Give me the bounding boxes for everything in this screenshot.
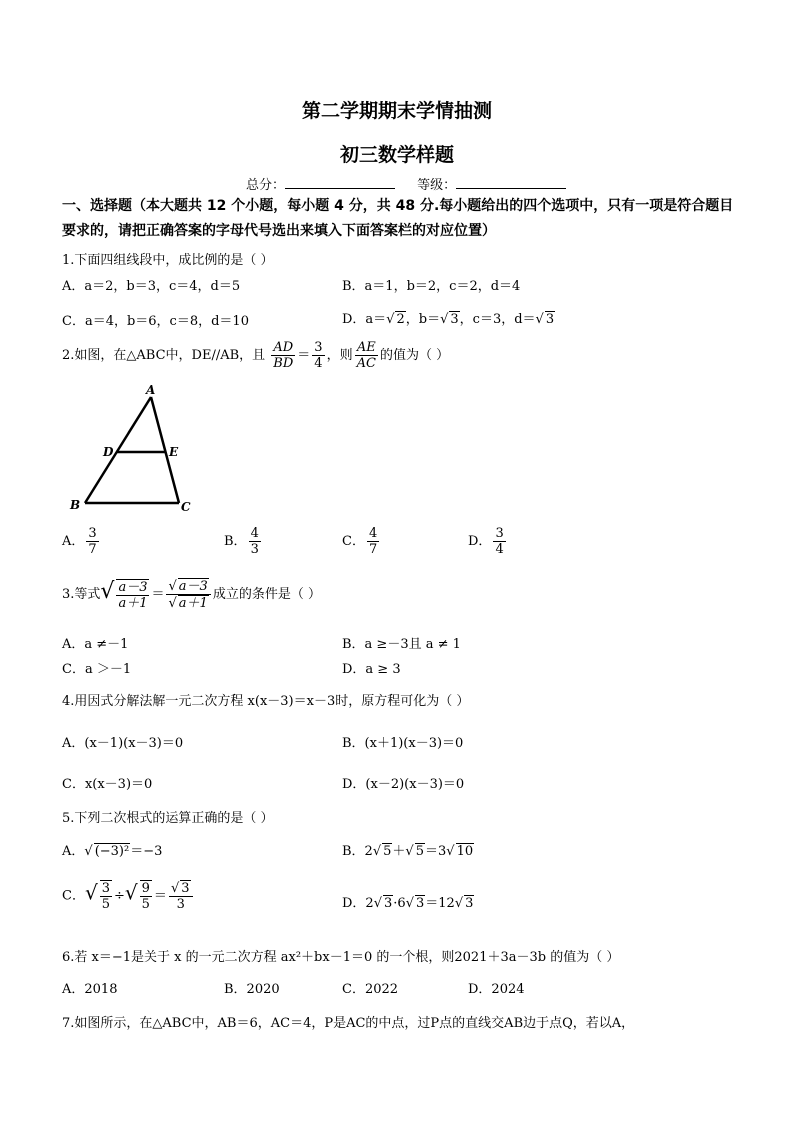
q3-stem-b: 成立的条件是（ ） bbox=[212, 587, 321, 602]
q3-option-a: A．a ≠－1 bbox=[62, 637, 129, 652]
q2-fraction-3-4: $\frac{3}{4}$ bbox=[314, 340, 323, 371]
question-3-stem: 3.等式√ $\frac{a-3}{a+1}$ ＝ $\frac{√ a-3}{√ a+1}$ 成立的条件是（ ） bbox=[62, 579, 321, 611]
vertex-label-e: E bbox=[169, 445, 179, 459]
q3-option-c: C．a ＞－1 bbox=[62, 662, 132, 677]
q1-option-c: C．a＝4，b＝6，c＝8，d＝10 bbox=[62, 314, 249, 329]
q3-stem-a: 3.等式 bbox=[62, 587, 101, 602]
total-score-label: 总分： bbox=[246, 178, 286, 193]
section-heading: 一、选择题（本大题共 12 个小题，每小题 4 分，共 48 分.每小题给出的四个选项中，只有一项是符合题目要求的，请把正确答案的字母代号选出来填入下面答案栏的对应位置） bbox=[62, 198, 734, 239]
q1-option-d: D．a＝√ 2，b＝√ 3，c＝3，d＝√ 3 bbox=[342, 312, 555, 327]
question-5-stem: 5.下列二次根式的运算正确的是（ ） bbox=[62, 811, 274, 826]
exam-title: 第二学期期末学情抽测 bbox=[301, 100, 492, 122]
question-2-stem: 2.如图，在△ABC中，DE//AB，且 $\frac{AD}{BD}$ ＝ $\frac{3}{4}$ ，则 $\frac{AE}{AC}$ 的值为（ ） bbox=[62, 340, 450, 371]
q5-option-b: B．2√ 5＋√ 5＝3√ 10 bbox=[342, 844, 474, 859]
q4-option-d: D．(x－2)(x－3)＝0 bbox=[342, 777, 465, 792]
q6-option-c: C．2022 bbox=[342, 982, 399, 997]
exam-subtitle: 初三数学样题 bbox=[339, 144, 454, 166]
vertex-label-a: A bbox=[146, 383, 156, 397]
q1-d-text: D．a＝ bbox=[342, 312, 387, 327]
q3-option-b: B．a ≥－3且 a ≠ 1 bbox=[342, 637, 461, 652]
q3-rhs-fraction: $\frac{√ a-3}{√ a+1}$ bbox=[166, 578, 210, 611]
q4-option-a: A．(x－1)(x－3)＝0 bbox=[62, 736, 184, 751]
q3-lhs-fraction: $\frac{a-3}{a+1}$ bbox=[118, 579, 148, 611]
question-1-stem: 1.下面四组线段中，成比例的是（ ） bbox=[62, 253, 274, 268]
vertex-label-d: D bbox=[103, 445, 114, 459]
question-4-stem: 4.用因式分解法解一元二次方程 x(x－3)＝x－3时，原方程可化为（ ） bbox=[62, 694, 470, 709]
q5-option-d: D．2√ 3·6√ 3＝12√ 3 bbox=[342, 896, 474, 911]
q2-stem-a: 2.如图，在△ABC中，DE//AB，且 bbox=[62, 348, 266, 363]
score-line bbox=[246, 174, 584, 193]
q2-stem-b: ，则 bbox=[326, 348, 353, 363]
q2-option-a: A． $\frac{3}{7}$ bbox=[62, 526, 97, 557]
q1-d-rad2: 3 bbox=[450, 312, 459, 327]
vertex-label-c: C bbox=[181, 500, 191, 514]
q6-option-a: A．2018 bbox=[62, 982, 118, 997]
q1-d-rad3: 3 bbox=[545, 312, 555, 327]
q4-option-c: C．x(x－3)＝0 bbox=[62, 777, 153, 792]
side-ab bbox=[85, 397, 151, 503]
question-6-stem: 6.若 x＝−1是关于 x 的一元二次方程 ax²＋bx－1＝0 的一个根，则2021＋3a－3b 的值为（ ） bbox=[62, 950, 620, 965]
vertex-label-b: B bbox=[70, 498, 81, 512]
q5-option-c: C．√ $\frac{3}{5}$ ÷√ $\frac{9}{5}$ ＝ $\frac{√ 3}{3}$ bbox=[62, 880, 195, 912]
grade-blank bbox=[456, 176, 566, 189]
q4-option-b: B．(x＋1)(x－3)＝0 bbox=[342, 736, 464, 751]
q5-option-a: A．√ (−3)²＝−3 bbox=[62, 844, 163, 859]
grade-label: 等级： bbox=[417, 178, 457, 193]
q1-option-b: B．a＝1，b＝2，c＝2，d＝4 bbox=[342, 279, 521, 294]
q2-option-b: B． $\frac{4}{3}$ bbox=[224, 526, 259, 557]
q1-d-text2: ，b＝ bbox=[405, 312, 441, 327]
q3-option-d: D．a ≥ 3 bbox=[342, 662, 401, 677]
q1-option-a: A．a＝2，b＝3，c＝4，d＝5 bbox=[62, 279, 241, 294]
q2-option-c: C． $\frac{4}{7}$ bbox=[342, 526, 378, 557]
q1-d-text3: ，c＝3，d＝ bbox=[459, 312, 536, 327]
q2-stem-c: 的值为（ ） bbox=[379, 348, 450, 363]
total-score-blank bbox=[285, 176, 395, 189]
question-7-stem: 7.如图所示，在△ABC中，AB＝6，AC＝4，P是AC的中点，过P点的直线交AB边于点Q，若以A， bbox=[62, 1016, 635, 1031]
q6-option-d: D．2024 bbox=[468, 982, 525, 997]
triangle-figure bbox=[60, 383, 200, 518]
q2-fraction-ad-bd: $\frac{AD}{BD}$ bbox=[273, 340, 294, 371]
q2-fraction-ae-ac: $\frac{AE}{AC}$ bbox=[356, 340, 376, 371]
q6-option-b: B．2020 bbox=[224, 982, 280, 997]
q1-d-rad1: 2 bbox=[396, 312, 405, 327]
q2-option-d: D． $\frac{3}{4}$ bbox=[468, 526, 504, 557]
